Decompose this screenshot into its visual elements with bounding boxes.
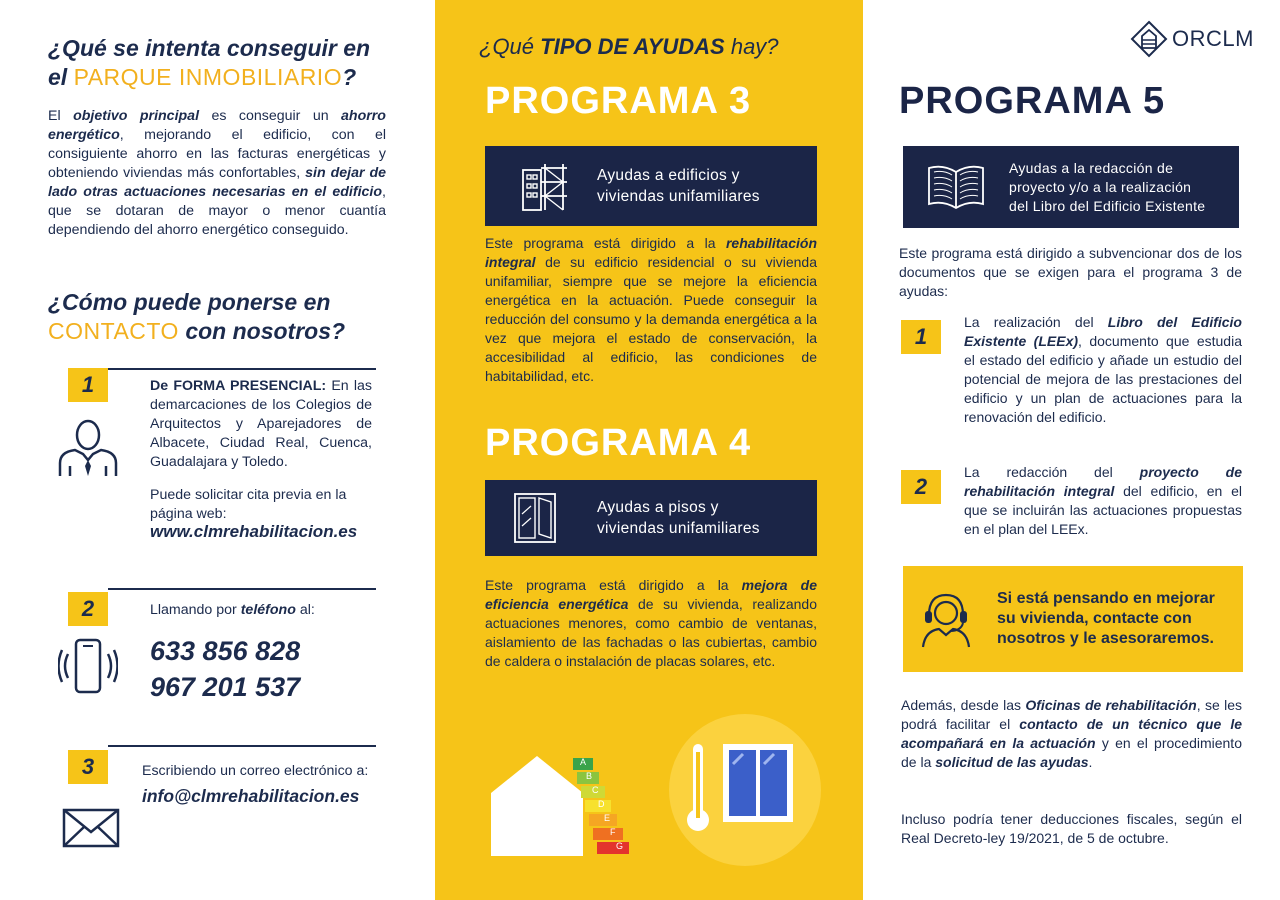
left-column xyxy=(0,0,435,900)
programa-3-band: Ayudas a edificios y viviendas unifamiliares xyxy=(485,146,817,226)
energy-label-g: G xyxy=(616,841,624,851)
question-contacto: ¿Cómo puede ponerse en CONTACTO con nosotros? xyxy=(48,289,346,344)
programa-5-title: PROGRAMA 5 xyxy=(899,80,1166,122)
orclm-logo-icon xyxy=(1130,20,1168,58)
question-parque: ¿Qué se intenta conseguir en el PARQUE INMOBILIARIO? xyxy=(48,35,371,90)
contact-presencial-text: De FORMA PRESENCIAL: En las demarcaciones de los Colegios de Arquitectos y Aparejadores de Albacete, Ciudad Real, Cuenca, Guadalajara y Toledo. xyxy=(150,378,373,470)
building-scaffold-icon xyxy=(519,160,567,212)
orclm-logo xyxy=(1130,20,1254,58)
callout-line-2: su vivienda, contacte con xyxy=(997,610,1192,627)
programa-3-title: PROGRAMA 3 xyxy=(485,80,752,122)
oficinas-paragraph: Además, desde las Oficinas de rehabilitación, se les podrá facilitar el contacto de un técnico que le acompañará en la actuación y en el procedimiento de la solicitud de las ayudas. xyxy=(901,697,1243,770)
energy-label-b: B xyxy=(586,771,593,781)
energy-label-a: A xyxy=(580,757,587,767)
open-book-icon xyxy=(925,162,987,212)
thermometer-window-illustration xyxy=(667,712,823,868)
orclm-logo-text: ORCLM xyxy=(1172,26,1254,51)
programa-5-intro: Este programa está dirigido a subvencionar dos de los documentos que se exigen para el programa 3 de ayudas: xyxy=(899,245,1242,299)
email-link[interactable]: info@clmrehabilitacion.es xyxy=(142,786,360,806)
envelope-icon xyxy=(62,808,120,848)
programa-5-item-number-1: 1 xyxy=(901,320,941,354)
programa-4-band: Ayudas a pisos y viviendas unifamiliares xyxy=(485,480,817,556)
person-tie-icon xyxy=(55,418,121,478)
tipo-ayudas-heading: ¿Qué TIPO DE AYUDAS hay? xyxy=(479,34,779,59)
middle-column xyxy=(435,0,863,900)
programa-5-item-2: La redacción del proyecto de rehabilitación integral del edificio, en el que se incluirán las actuaciones propuestas en el plan del LEEx. xyxy=(964,464,1242,537)
right-column xyxy=(863,0,1280,900)
callout-line-1: Si está pensando en mejorar xyxy=(997,590,1215,607)
energy-label-d: D xyxy=(598,799,605,809)
divider-3 xyxy=(108,745,376,747)
deducciones-paragraph: Incluso podría tener deducciones fiscales, según el Real Decreto-ley 19/2021, de 5 de octubre. xyxy=(901,811,1242,846)
phone-ringing-icon xyxy=(58,638,118,694)
programa-4-title: PROGRAMA 4 xyxy=(485,422,752,464)
contact-number-2: 2 xyxy=(68,592,108,626)
headset-operator-icon xyxy=(917,589,975,649)
telefono-text: Llamando por teléfono al: xyxy=(150,602,315,618)
contact-number-3: 3 xyxy=(68,750,108,784)
highlight-parque: PARQUE INMOBILIARIO xyxy=(73,64,343,90)
energy-label-f: F xyxy=(610,827,616,837)
programa-4-text: Este programa está dirigido a la mejora de eficiencia energética de su vivienda, realizando actuaciones menores, como cambio de ventanas, aislamiento de las fachadas o las cubiertas, cambio de caldera o instalación de placas solares, etc. xyxy=(485,577,817,669)
objetivo-paragraph: El objetivo principal es conseguir un ahorro energético, mejorando el edificio, con el consiguiente ahorro en las facturas energéticas y obteniendo viviendas más confortables, sin dejar de lado otras actuaciones necesarias en el edificio, que se dotaran de mayor o menor cuantía dependiendo del ahorro energético conseguido. xyxy=(48,108,386,238)
callout-line-3: nosotros y le asesoraremos. xyxy=(997,630,1214,647)
website-link[interactable]: www.clmrehabilitacion.es xyxy=(150,522,358,541)
programa-5-item-number-2: 2 xyxy=(901,470,941,504)
correo-text: Escribiendo un correo electrónico a: xyxy=(142,763,369,779)
phone-number-2[interactable]: 967 201 537 xyxy=(150,672,301,702)
cita-previa-text: Puede solicitar cita previa en la página web: xyxy=(150,487,347,522)
programa-5-item-1: La realización del Libro del Edificio Existente (LEEx), documento que estudia el estado del edificio y añade un estudio del potencial de mejora de las prestaciones del edificio y un plan de actuaciones para la renovación del edificio. xyxy=(964,314,1242,425)
divider-1 xyxy=(108,368,376,370)
highlight-contacto: CONTACTO xyxy=(48,318,179,344)
energy-efficiency-house-illustration xyxy=(487,748,662,858)
programa-3-text: Este programa está dirigido a la rehabilitación integral de su edificio residencial o su vivienda unifamiliar, siempre que se mejore la eficiencia energética en la actuación. Puede conseguir la reducción del consumo y la demanda energética a la vez que mejora el estado de conservación, la accesibilidad al edificio, las condiciones de habitabilidad, etc. xyxy=(485,235,817,384)
energy-label-e: E xyxy=(604,813,611,823)
divider-2 xyxy=(108,588,376,590)
energy-label-c: C xyxy=(592,785,599,795)
window-icon xyxy=(511,492,559,544)
contact-callout-box xyxy=(903,566,1243,672)
contact-number-1: 1 xyxy=(68,368,108,402)
phone-number-1[interactable]: 633 856 828 xyxy=(150,636,301,666)
programa-5-band: Ayudas a la redacción de proyecto y/o a la realización del Libro del Edificio Existente xyxy=(903,146,1239,228)
